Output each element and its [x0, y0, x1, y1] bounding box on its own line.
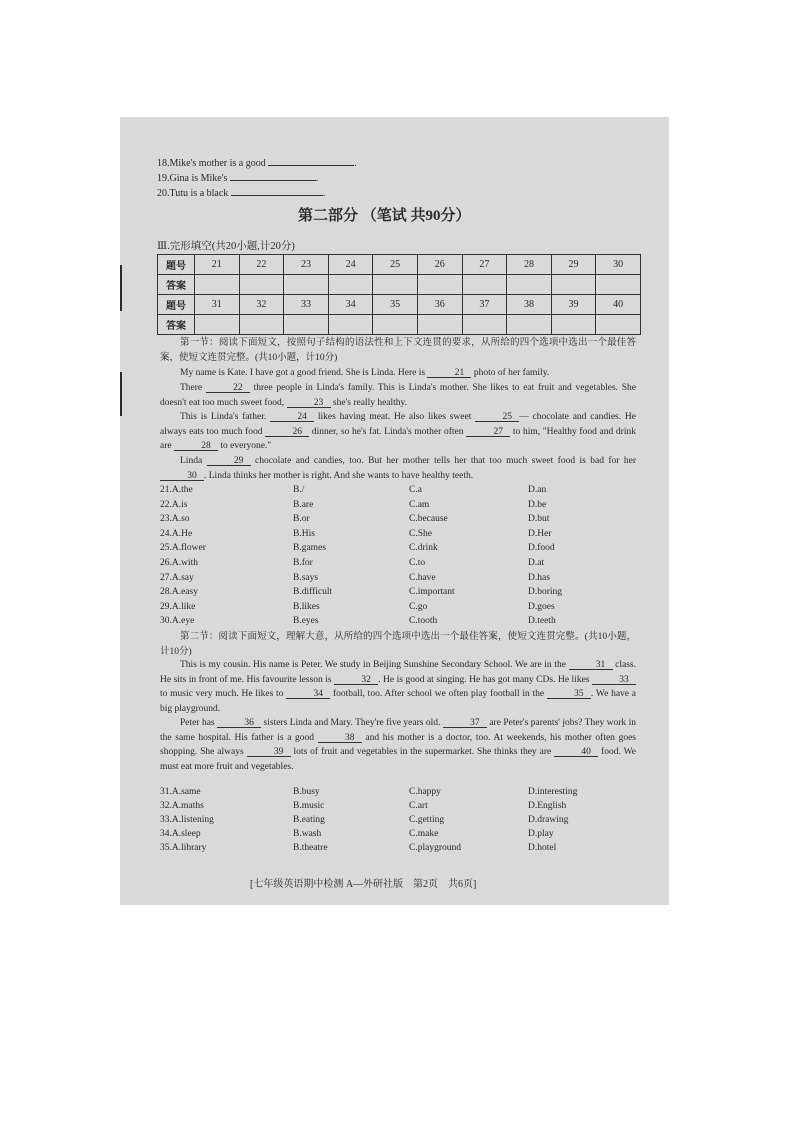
question-number: 31 [195, 295, 240, 315]
option-b[interactable]: B.or [293, 514, 310, 525]
passage-text: football, too. After school we often play football in the [330, 689, 547, 699]
passage-paragraph [160, 658, 636, 716]
cloze-blank[interactable]: 37 [443, 716, 487, 728]
option-d[interactable]: D.goes [528, 601, 555, 612]
answer-blank [231, 184, 323, 196]
fill-line-19 [157, 169, 318, 185]
answer-cell[interactable] [551, 275, 596, 295]
answer-cell[interactable] [462, 275, 507, 295]
option-d[interactable]: D.interesting [528, 787, 578, 797]
fill-line-text: 19.Gina is Mike's [157, 173, 228, 184]
option-a[interactable]: 24.A.He [160, 528, 193, 539]
option-b[interactable]: B.eyes [293, 616, 319, 627]
table-row [158, 295, 641, 315]
passage-paragraph [160, 366, 636, 381]
section-instruction: 第二节：阅读下面短文，理解大意，从所给的四个选项中选出一个最佳答案，使短文连贯完整。(共10小题，计10分) [160, 632, 636, 657]
fill-line-end: . [315, 173, 319, 184]
option-c[interactable]: C.playground [409, 843, 461, 853]
page-footer: [七年级英语期中检测 A—外研社版 第2页 共6页] [250, 879, 477, 890]
cloze-blank[interactable]: 29 [207, 454, 251, 466]
part-title: 第二部分 （笔试 共90分） [298, 208, 471, 224]
cloze-blank[interactable]: 38 [318, 731, 362, 743]
answer-cell[interactable] [373, 315, 418, 335]
question-number: 22 [239, 255, 284, 275]
passage-text: — chocolate and candies. He always eats too much food [160, 412, 636, 437]
option-a[interactable]: 35.A.library [160, 843, 207, 853]
answer-blank [268, 154, 354, 166]
option-a[interactable]: 25.A.flower [160, 543, 206, 554]
question-number: 28 [507, 255, 552, 275]
cloze-blank[interactable]: 25 [475, 410, 519, 422]
answer-cell[interactable] [417, 315, 462, 335]
passage-text: food. We must eat more fruit and vegetables. [160, 747, 637, 772]
passage-text: to everyone." [217, 441, 272, 451]
passage-paragraph [160, 716, 636, 774]
question-number: 37 [462, 295, 507, 315]
question-number: 23 [284, 255, 329, 275]
passage-text: are Peter's parents' jobs? They work in the same hospital. His father is a good [160, 718, 637, 743]
passage-text: she's really healthy. [330, 397, 408, 408]
question-number: 36 [417, 295, 462, 315]
answer-cell[interactable] [417, 275, 462, 295]
cloze-blank[interactable]: 40 [554, 745, 598, 757]
option-a[interactable]: 34.A.sleep [160, 829, 201, 839]
passage-paragraph [160, 410, 636, 454]
answer-cell[interactable] [507, 275, 552, 295]
option-b[interactable]: B.for [293, 558, 313, 568]
option-d[interactable]: D.be [528, 499, 547, 510]
question-number: 30 [596, 255, 641, 275]
passage-text: class. He sits in front of me. His favourite lesson is [160, 660, 636, 685]
option-a[interactable]: 31.A.same [160, 787, 201, 797]
option-b[interactable]: B./ [293, 485, 305, 495]
cloze-blank[interactable]: 30 [160, 469, 204, 481]
answer-cell[interactable] [195, 315, 240, 335]
option-d[interactable]: D.has [528, 572, 550, 583]
option-c[interactable]: C.because [409, 514, 448, 525]
passage-text: . Linda thinks her mother is right. And she wants to have healthy teeth. [204, 470, 474, 481]
option-d[interactable]: D.but [528, 514, 550, 525]
row-label: 答案 [158, 275, 195, 295]
option-a[interactable]: 21.A.the [160, 485, 193, 495]
option-d[interactable]: D.Her [528, 528, 552, 539]
option-b[interactable]: B.music [293, 801, 325, 811]
fill-line-18 [157, 154, 357, 170]
question-number: 40 [596, 295, 641, 315]
option-b[interactable]: B.says [293, 572, 319, 583]
question-number: 39 [551, 295, 596, 315]
fill-line-text: 20.Tutu is a black [157, 188, 229, 199]
passage-text: and his mother is a doctor, too. At weekends, his mother often goes shopping. She always [160, 732, 637, 757]
option-b[interactable]: B.theatre [293, 843, 328, 853]
cloze-blank[interactable]: 26 [265, 425, 309, 437]
option-a[interactable]: 27.A.say [160, 572, 194, 583]
option-a[interactable]: 28.A.easy [160, 587, 198, 598]
question-number: 34 [328, 295, 373, 315]
cloze-blank[interactable]: 39 [247, 745, 291, 757]
passage-text: dinner, so he's fat. Linda's mother often [309, 426, 467, 437]
option-a[interactable]: 33.A.listening [160, 815, 214, 825]
passage-text: Peter has [180, 718, 218, 728]
table-row [158, 315, 641, 335]
option-d[interactable]: D.an [528, 485, 547, 495]
passage-text: This is my cousin. His name is Peter. We study in Beijing Sunshine Secondary School. We are in the [180, 660, 569, 670]
answer-cell[interactable] [195, 275, 240, 295]
row-label: 答案 [158, 315, 195, 335]
option-d[interactable]: D.drawing [528, 815, 569, 825]
answer-cell[interactable] [328, 315, 373, 335]
passage-text: My name is Kate. I have got a good friend. She is Linda. Here is [180, 368, 428, 378]
passage-text: . We have a big playground. [160, 689, 636, 714]
option-b[interactable]: B.games [293, 543, 326, 554]
option-b[interactable]: B.are [293, 499, 314, 510]
option-d[interactable]: D.hotel [528, 843, 557, 853]
option-c[interactable]: C.have [409, 572, 436, 583]
passage-paragraph [160, 454, 636, 483]
photographed-page [120, 117, 669, 905]
passage-text: chocolate and candies, too. But her mother tells her that too much sweet food is bad for her [250, 456, 636, 466]
answer-cell[interactable] [284, 275, 329, 295]
option-a[interactable]: 26.A.with [160, 558, 198, 568]
cloze-blank[interactable]: 27 [466, 425, 510, 437]
option-c[interactable]: C.getting [409, 815, 445, 825]
passage-text: . He is good at singing. He has got many CDs. He likes [378, 674, 592, 685]
passage-text: three people in Linda's family. This is Linda's mother. She likes to eat fruit and vegetables. She doesn't eat too much sweet food, [160, 383, 636, 408]
answer-cell[interactable] [596, 315, 641, 335]
answer-cell[interactable] [239, 315, 284, 335]
option-c[interactable]: C.important [409, 587, 455, 598]
question-number: 35 [373, 295, 418, 315]
option-d[interactable]: D.teeth [528, 616, 556, 627]
question-number: 32 [239, 295, 284, 315]
option-a[interactable]: 32.A.maths [160, 801, 204, 811]
answer-blank [230, 169, 316, 181]
row-label: 题号 [158, 255, 195, 275]
cloze-blank[interactable]: 36 [217, 716, 261, 728]
option-c[interactable]: C.am [409, 499, 430, 510]
option-b[interactable]: B.wash [293, 829, 322, 839]
cloze-blank[interactable]: 22 [206, 381, 250, 393]
option-c[interactable]: C.happy [409, 787, 441, 797]
option-c[interactable]: C.art [409, 801, 428, 811]
cloze-blank[interactable]: 28 [174, 439, 218, 451]
option-a[interactable]: 29.A.like [160, 601, 196, 612]
question-number: 25 [373, 255, 418, 275]
option-d[interactable]: D.at [528, 558, 545, 568]
option-a[interactable]: 23.A.so [160, 514, 190, 525]
question-number: 29 [551, 255, 596, 275]
fill-line-20 [157, 184, 325, 200]
option-a[interactable]: 30.A.eye [160, 616, 195, 627]
answer-cell[interactable] [328, 275, 373, 295]
question-number: 26 [417, 255, 462, 275]
answer-cell[interactable] [596, 275, 641, 295]
cloze-blank[interactable]: 23 [287, 396, 331, 408]
question-number: 24 [328, 255, 373, 275]
section-title: Ⅲ.完形填空(共20小题,计20分) [157, 241, 295, 252]
option-c[interactable]: C.a [409, 485, 422, 495]
answer-cell[interactable] [462, 315, 507, 335]
option-d[interactable]: D.English [528, 801, 567, 811]
answer-cell[interactable] [551, 315, 596, 335]
option-c[interactable]: C.drink [409, 543, 438, 554]
question-number: 38 [507, 295, 552, 315]
option-b[interactable]: B.difficult [293, 587, 333, 598]
fill-line-text: 18.Mike's mother is a good [157, 158, 266, 169]
cloze-blank[interactable]: 24 [270, 410, 314, 422]
passage-text: to music very much. He likes to [160, 689, 287, 699]
option-d[interactable]: D.boring [528, 587, 563, 598]
passage-text: photo of her family. [471, 368, 550, 378]
cloze-blank[interactable]: 32 [334, 673, 378, 685]
row-label: 题号 [158, 295, 195, 315]
option-c[interactable]: C.to [409, 558, 426, 568]
table-row [158, 255, 641, 275]
option-b[interactable]: B.busy [293, 787, 320, 797]
fill-line-end: . [322, 188, 326, 199]
question-number: 27 [462, 255, 507, 275]
question-number: 33 [284, 295, 329, 315]
option-b[interactable]: B.eating [293, 815, 325, 825]
passage-text: This is Linda's father. [180, 412, 271, 422]
passage-text: Linda [180, 456, 207, 466]
cloze-blank[interactable]: 35 [547, 687, 591, 699]
cloze-blank[interactable]: 31 [569, 658, 613, 670]
answer-cell[interactable] [284, 315, 329, 335]
option-c[interactable]: C.tooth [409, 616, 438, 627]
option-c[interactable]: C.go [409, 601, 428, 612]
passage-text: lots of fruit and vegetables in the supermarket. She thinks they are [290, 747, 555, 757]
question-number: 21 [195, 255, 240, 275]
answer-cell[interactable] [239, 275, 284, 295]
option-d[interactable]: D.food [528, 543, 555, 554]
passage-text: to him, "Healthy food and drink are [160, 426, 636, 451]
answer-cell[interactable] [373, 275, 418, 295]
option-c[interactable]: C.make [409, 829, 439, 839]
option-d[interactable]: D.play [528, 829, 554, 839]
passage-text: sisters Linda and Mary. They're five years old. [261, 718, 443, 728]
section-instruction: 第一节：阅读下面短文，按照句子结构的语法性和上下文连贯的要求，从所给的四个选项中选出一个最佳答案，使短文连贯完整。(共10小题，计10分) [160, 338, 636, 363]
passage-paragraph [160, 381, 636, 410]
option-b[interactable]: B.likes [293, 601, 320, 612]
option-b[interactable]: B.His [293, 528, 315, 539]
binding-mark [120, 372, 122, 416]
table-row [158, 275, 641, 295]
passage-text: There [180, 383, 206, 393]
cloze-blank[interactable]: 21 [427, 366, 471, 378]
answer-table [157, 254, 641, 335]
cloze-blank[interactable]: 33 [592, 673, 636, 685]
passage-text: likes having meat. He also likes sweet [314, 412, 476, 422]
fill-line-end: . [354, 158, 357, 169]
binding-mark [120, 265, 122, 311]
cloze-blank[interactable]: 34 [286, 687, 330, 699]
option-c[interactable]: C.She [409, 528, 432, 539]
answer-cell[interactable] [507, 315, 552, 335]
option-a[interactable]: 22.A.is [160, 499, 188, 510]
